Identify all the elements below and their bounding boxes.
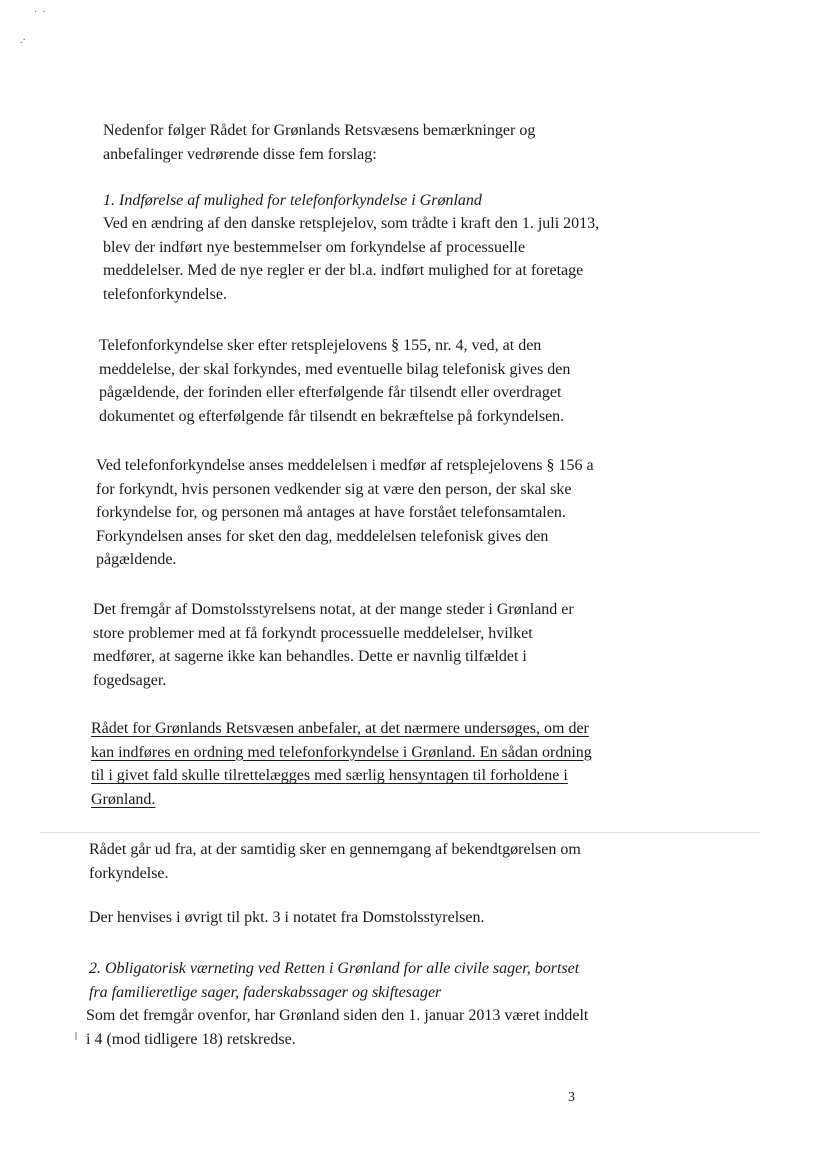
section-1-paragraph-7: Der henvises i øvrigt til pkt. 3 i notatet fra Domstolsstyrelsen. <box>89 909 485 926</box>
section-2-heading: 2. Obligatorisk værneting ved Retten i Grønland for alle civile sager, bortset fra familieretlige sager, faderskabssager og skiftesager <box>89 960 580 1001</box>
section-2-paragraph-1: Som det fremgår ovenfor, har Grønland siden den 1. januar 2013 været inddelt i 4 (mod tidligere 18) retskredse. <box>86 1007 589 1048</box>
section-1-paragraph-3: Ved telefonforkyndelse anses meddelelsen i medfør af retsplejelovens § 156 a for forkyndt, hvis personen vedkender sig at være den person, der skal ske forkyndelse for, og personen må antages at have forstået telefonsamtalen. Forkyndelsen anses for sket den dag, meddelelsen telefonisk gives den pågældende. <box>96 457 594 568</box>
section-1-heading: 1. Indførelse af mulighed for telefonforkyndelse i Grønland <box>103 192 482 209</box>
page-number: 3 <box>568 1090 575 1105</box>
scan-margin-mark <box>75 1032 77 1040</box>
scan-speck-marks: · · <box>34 7 46 18</box>
recommendation-paragraph: Rådet for Grønlands Retsvæsen anbefaler, at det nærmere undersøges, om der kan indføres en ordning med telefonforkyndelse i Grønland. En sådan ordning til i givet fald skulle tilrettelægges med særlig hensyntagen til forholdene i Grønland. <box>91 720 592 808</box>
intro-paragraph: Nedenfor følger Rådet for Grønlands Retsvæsens bemærkninger og anbefalinger vedrørende disse fem forslag: <box>103 122 536 163</box>
section-1-paragraph-6: Rådet går ud fra, at der samtidig sker en gennemgang af bekendtgørelsen om forkyndelse. <box>89 841 581 882</box>
section-1-paragraph-1: Ved en ændring af den danske retsplejelov, som trådte i kraft den 1. juli 2013, blev der indført nye bestemmelser om forkyndelse af processuelle meddelelser. Med de nye regler er der bl.a. indført mulighed for at foretage telefonforkyndelse. <box>103 215 600 303</box>
scan-fold-line <box>40 832 760 833</box>
scan-speck-marks-2: .· <box>20 35 26 46</box>
section-1-paragraph-4: Det fremgår af Domstolsstyrelsens notat, at der mange steder i Grønland er store problemer med at få forkyndt processuelle meddelelser, hvilket medfører, at sagerne ikke kan behandles. Dette er navnlig tilfældet i fogedsager. <box>93 601 574 689</box>
section-1-paragraph-2: Telefonforkyndelse sker efter retsplejelovens § 155, nr. 4, ved, at den meddelelse, der skal forkyndes, med eventuelle bilag telefonisk gives den pågældende, der forinden eller efterfølgende får tilsendt eller overdraget dokumentet og efterfølgende får tilsendt en bekræftelse på forkyndelsen. <box>99 337 571 425</box>
